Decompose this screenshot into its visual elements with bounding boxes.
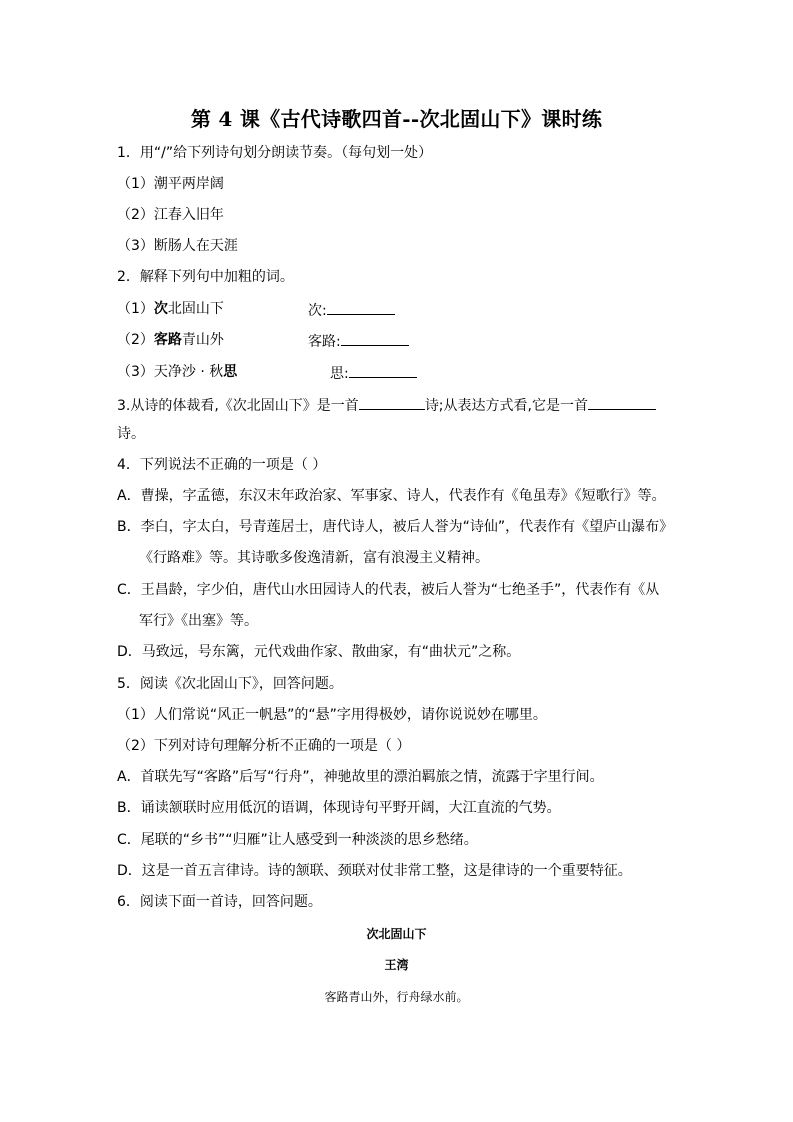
- q2-item-3-bold-word: 思: [223, 364, 238, 380]
- q1-stem: 1．用“/”给下列诗句划分朗读节奏。（每句划一处）: [117, 145, 433, 161]
- q1-item-1: （1）潮平两岸阔: [117, 176, 224, 192]
- q4-option-b[interactable]: B．李白，字太白，号青莲居士，唐代诗人，被后人誉为“诗仙”，代表作有《望庐山瀑布》: [117, 519, 674, 535]
- q3-line-1: [117, 394, 656, 416]
- q2-answer-3-blank[interactable]: [349, 362, 417, 378]
- q4-option-c-continued: 军行》《出塞》等。: [139, 613, 258, 629]
- q2-item-1: [117, 299, 224, 319]
- poem-author: 王湾: [384, 958, 409, 972]
- q1-item-3: （3）断肠人在天涯: [117, 238, 238, 254]
- q2-item-3-num: （3）天净沙 · 秋: [117, 364, 224, 380]
- q5-option-a[interactable]: A．首联先写“客路”后写“行舟”，神驰故里的漂泊羁旅之情，流露于字里行间。: [117, 769, 604, 785]
- q1-item-2: （2）江春入旧年: [117, 207, 224, 223]
- page-title: 第 4 课《古代诗歌四首--次北固山下》课时练: [190, 107, 603, 131]
- q4-stem: 4．下列说法不正确的一项是（ ）: [117, 457, 327, 473]
- q3-part-3: 诗。: [117, 426, 145, 442]
- q2-stem: 2．解释下列句中加粗的词。: [117, 269, 294, 285]
- q4-option-d[interactable]: D．马致远，号东篱，元代戏曲作家、散曲家，有“曲状元”之称。: [117, 644, 521, 660]
- q2-answer-2-blank[interactable]: [341, 330, 409, 346]
- q2-item-2-rest: 青山外: [181, 332, 224, 348]
- q3-part-1: 3.从诗的体裁看,《次北固山下》是一首: [117, 398, 359, 414]
- poem-title: 次北固山下: [366, 927, 427, 941]
- q2-answer-2-label: 客路:: [308, 334, 341, 350]
- q2-item-2-bold-word: 客路: [153, 332, 182, 348]
- q5-option-d[interactable]: D．这是一首五言律诗。诗的颔联、颈联对仗非常工整，这是律诗的一个重要特征。: [117, 863, 632, 879]
- q4-option-c[interactable]: C．王昌龄，字少伯，唐代山水田园诗人的代表，被后人誉为“七绝圣手”，代表作有《从: [117, 582, 660, 598]
- q5-sub-2: （2）下列对诗句理解分析不正确的一项是（ ）: [117, 738, 411, 754]
- q3-part-2: 诗;从表达方式看,它是一首: [424, 398, 588, 414]
- q2-answer-2[interactable]: [308, 330, 409, 352]
- q2-answer-1[interactable]: [308, 299, 395, 321]
- q2-answer-3[interactable]: [330, 362, 417, 384]
- q5-option-c[interactable]: C．尾联的“乡书”“归雁”让人感受到一种淡淡的思乡愁绪。: [117, 832, 478, 848]
- q5-option-b[interactable]: B．诵读颔联时应用低沉的语调，体现诗句平野开阔，大江直流的气势。: [117, 800, 561, 816]
- q2-answer-3-label: 思:: [330, 366, 349, 382]
- q5-stem: 5．阅读《次北固山下》，回答问题。: [117, 676, 343, 692]
- q2-item-3: [117, 362, 237, 382]
- q2-item-1-rest: 北固山下: [167, 301, 224, 317]
- q2-answer-1-label: 次:: [308, 303, 327, 319]
- q3-blank-2[interactable]: [588, 394, 656, 410]
- q6-stem: 6．阅读下面一首诗，回答问题。: [117, 894, 322, 910]
- q2-item-2-num: （2）: [117, 332, 154, 348]
- q3-blank-1[interactable]: [359, 394, 425, 410]
- poem-line-1: 客路青山外，行舟绿水前。: [324, 990, 469, 1004]
- q2-answer-1-blank[interactable]: [327, 299, 395, 315]
- q2-item-2: [117, 330, 224, 350]
- q2-item-1-bold-word: 次: [153, 301, 168, 317]
- q2-item-1-num: （1）: [117, 301, 154, 317]
- q5-sub-1: （1）人们常说“风正一帆悬”的“悬”字用得极妙，请你说说妙在哪里。: [117, 707, 547, 723]
- q4-option-a[interactable]: A．曹操，字孟德，东汉末年政治家、军事家、诗人，代表作有《龟虽寿》《短歌行》等。: [117, 488, 666, 504]
- q4-option-b-continued: 《行路难》等。其诗歌多俊逸清新，富有浪漫主义精神。: [139, 550, 489, 566]
